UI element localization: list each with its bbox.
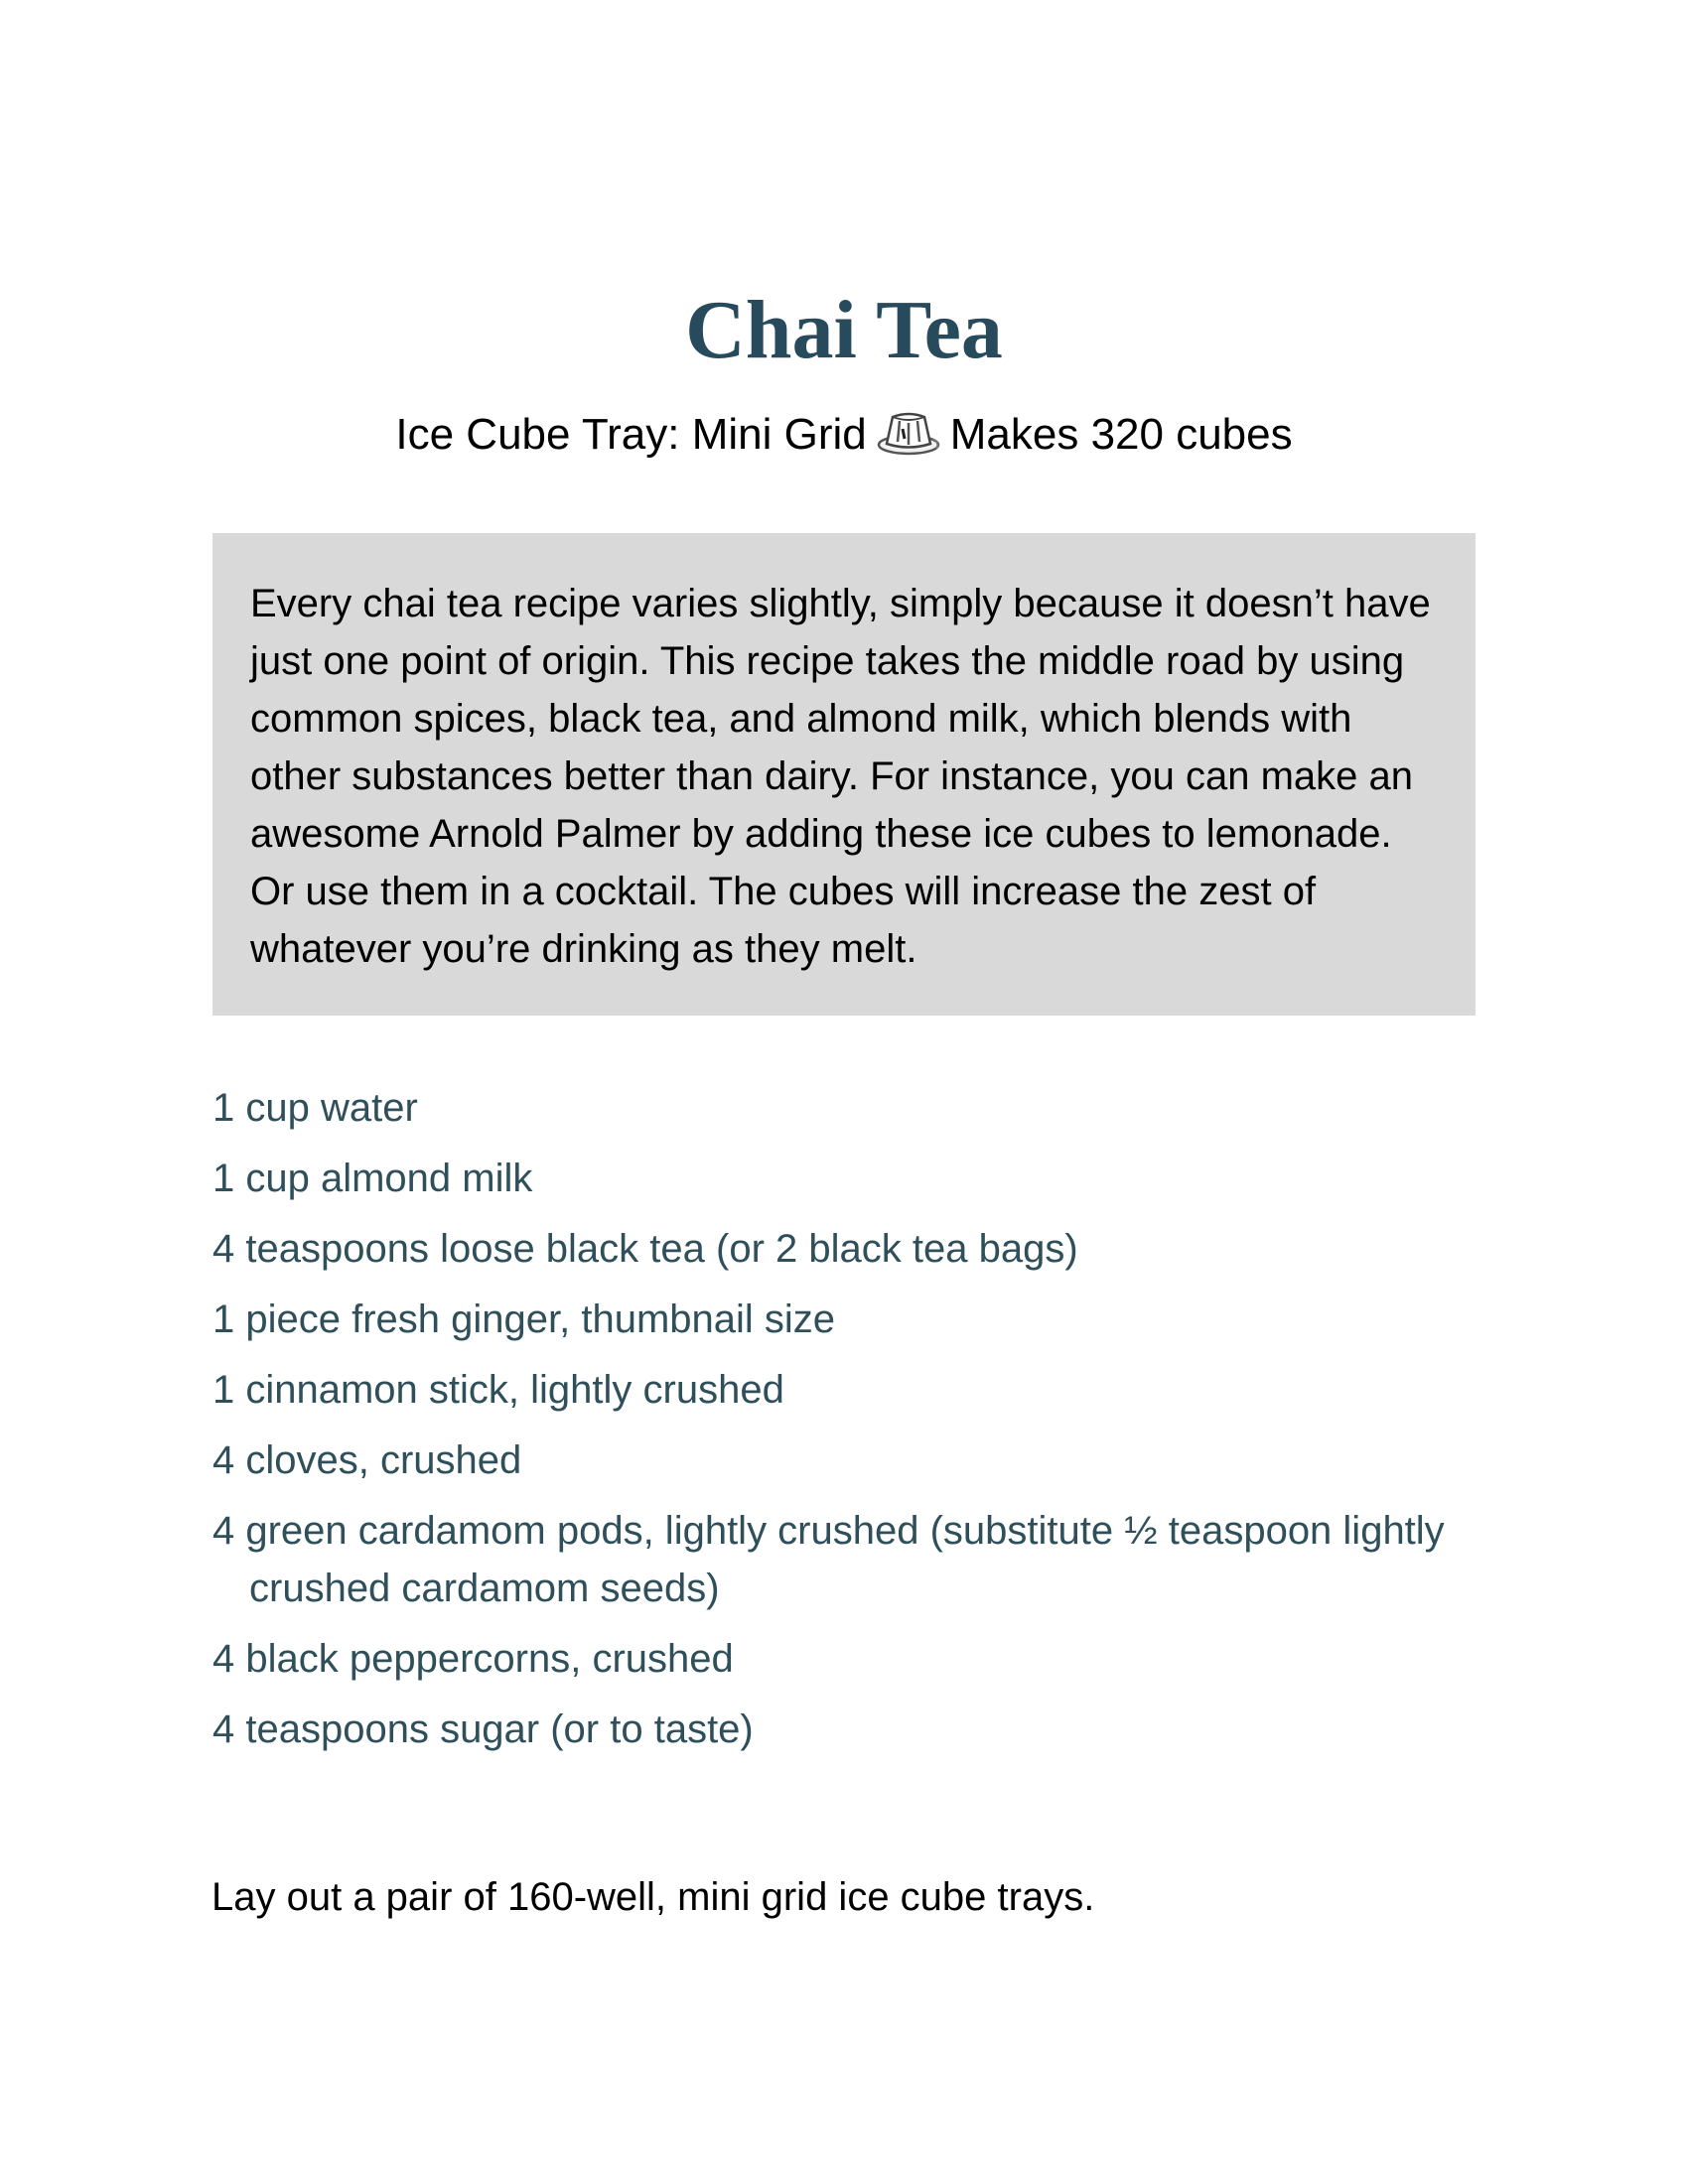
ingredient-item: 1 cinnamon stick, lightly crushed [212, 1368, 784, 1412]
ingredient-item: 4 teaspoons loose black tea (or 2 black tea bags) [212, 1227, 1078, 1271]
ingredient-item: 1 cup water [212, 1086, 418, 1130]
ingredient-item: 1 cup almond milk [212, 1157, 533, 1200]
intro-paragraph: Every chai tea recipe varies slightly, simply because it doesn’t have just one point of origin. This recipe takes the middle road by using common spices, black tea, and almond milk, which blends with other substances better than dairy. For instance, you can make an awesome Arnold Palmer by adding these ice cubes to lemonade. Or use them in a cocktail. The cubes will increase the zest of whatever you’re drinking as they melt. [250, 582, 1431, 971]
ingredient-item: 4 green cardamom pods, lightly crushed (substitute ½ teaspoon lightly crushed cardamom seeds) [212, 1509, 1445, 1610]
ice-cube-tray-icon [875, 409, 944, 457]
ingredient-item: 4 teaspoons sugar (or to taste) [212, 1707, 754, 1751]
instruction-step: Lay out a pair of 160-well, mini grid ice cube trays. [211, 1875, 1095, 1919]
ingredient-list [212, 1079, 1503, 1771]
intro-box [212, 533, 1476, 1016]
subtitle [0, 405, 1688, 465]
tray-type-label: Ice Cube Tray: Mini Grid [395, 410, 867, 459]
page-title: Chai Tea [685, 284, 1003, 376]
ingredient-item: 4 cloves, crushed [212, 1438, 522, 1482]
ingredient-item: 4 black peppercorns, crushed [212, 1637, 734, 1681]
yield-label: Makes 320 cubes [949, 410, 1293, 459]
ingredient-item: 1 piece fresh ginger, thumbnail size [212, 1297, 836, 1341]
